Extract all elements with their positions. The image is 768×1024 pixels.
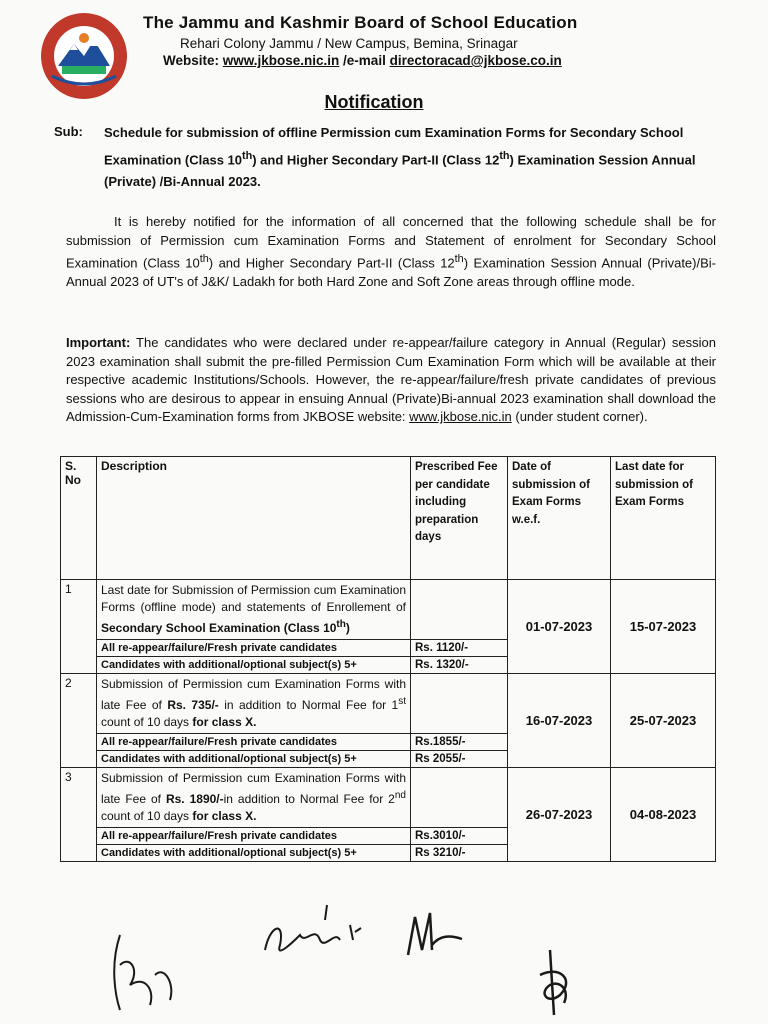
row-description: Submission of Permission cum Examination Forms with late Fee of Rs. 735/- in addition to Normal Fee for 1st count of 10 days for class X. xyxy=(97,674,411,734)
important-label: Important: xyxy=(66,335,131,350)
notice-paragraph: It is hereby notified for the information of all concerned that the following schedule shall be for submission of Permission cum Examination Forms and Statement of enrolment for Secondary School Examination (Class 10th) and Higher Secondary Part-II (Class 12th) Examination Session Annual (Private)/Bi-Annual 2023 of UT's of J&K/ Ladakh for both Hard Zone and Soft Zone areas through offline mode. xyxy=(66,214,716,290)
header-last-date: Last date for submission of Exam Forms xyxy=(611,457,716,580)
row-category: All re-appear/failure/Fresh private candidates xyxy=(97,828,411,845)
signature-4 xyxy=(520,945,590,1020)
row-sno: 2 xyxy=(61,674,97,768)
row-start-date: 26-07-2023 xyxy=(508,768,611,862)
row-last-date: 15-07-2023 xyxy=(611,580,716,674)
row-last-date: 04-08-2023 xyxy=(611,768,716,862)
row-start-date: 01-07-2023 xyxy=(508,580,611,674)
header-description: Description xyxy=(97,457,411,580)
table-header-row xyxy=(61,457,716,580)
header-date: Date of submission of Exam Forms w.e.f. xyxy=(508,457,611,580)
row-category: All re-appear/failure/Fresh private candidates xyxy=(97,734,411,751)
website-link-inline[interactable]: www.jkbose.nic.in xyxy=(409,409,512,425)
signature-1 xyxy=(100,925,190,1015)
row-category: Candidates with additional/optional subject(s) 5+ xyxy=(97,751,411,768)
subject-label: Sub: xyxy=(54,124,83,139)
email-link[interactable]: directoracad@jkbose.co.in xyxy=(389,53,562,68)
row-category: Candidates with additional/optional subject(s) 5+ xyxy=(97,657,411,674)
contact-line xyxy=(163,53,562,68)
row-fee: Rs.1855/- xyxy=(411,734,508,751)
notification-heading: Notification xyxy=(324,92,424,112)
website-link[interactable]: www.jkbose.nic.in xyxy=(222,53,340,68)
website-label: Website: xyxy=(163,53,223,68)
email-label: /e-mail xyxy=(339,53,390,68)
table-row xyxy=(61,768,716,828)
table-row xyxy=(61,674,716,734)
row-fee: Rs. 1320/- xyxy=(411,657,508,674)
row-start-date: 16-07-2023 xyxy=(508,674,611,768)
header-sno: S. No xyxy=(61,457,97,580)
row-description: Last date for Submission of Permission cum Examination Forms (offline mode) and statements of Enrollement of Secondary School Examination (Class 10th) xyxy=(97,580,411,640)
subject-text: Schedule for submission of offline Permission cum Examination Forms for Secondary School Examination (Class 10th) and Higher Secondary Part-II (Class 12th) Examination Session Annual (Private) /Bi-Annual 2023. xyxy=(104,125,696,190)
board-title: The Jammu and Kashmir Board of School Education xyxy=(143,13,578,32)
row-last-date: 25-07-2023 xyxy=(611,674,716,768)
signature-2 xyxy=(255,900,365,970)
jkbose-logo xyxy=(38,10,130,102)
table-row xyxy=(61,580,716,640)
row-fee: Rs. 1120/- xyxy=(411,640,508,657)
row-sno: 1 xyxy=(61,580,97,674)
row-fee: Rs 2055/- xyxy=(411,751,508,768)
header-fee: Prescribed Fee per candidate including preparation days xyxy=(411,457,508,580)
signature-3 xyxy=(400,905,470,965)
row-category: All re-appear/failure/Fresh private candidates xyxy=(97,640,411,657)
row-description: Submission of Permission cum Examination Forms with late Fee of Rs. 1890/-in addition to Normal Fee for 2nd count of 10 days for class X. xyxy=(97,768,411,828)
row-fee: Rs 3210/- xyxy=(411,845,508,862)
row-fee: Rs.3010/- xyxy=(411,828,508,845)
board-address: Rehari Colony Jammu / New Campus, Bemina, Srinagar xyxy=(180,36,518,51)
row-sno: 3 xyxy=(61,768,97,862)
schedule-table xyxy=(60,456,716,862)
important-paragraph: Important: The candidates who were declared under re-appear/failure category in Annual (Regular) session 2023 examination shall submit the pre-filled Permission Cum Examination Form which will be available at their respective academic Institutions/Schools. However, the re-appear/failure/fresh private candidates of previous sessions who are desirous to appear in ensuing Annual (Private)Bi-annual 2023 examination shall download the Admission-Cum-Examination forms from JKBOSE website: www.jkbose.nic.in (under student corner). xyxy=(66,335,716,425)
row-category: Candidates with additional/optional subject(s) 5+ xyxy=(97,845,411,862)
